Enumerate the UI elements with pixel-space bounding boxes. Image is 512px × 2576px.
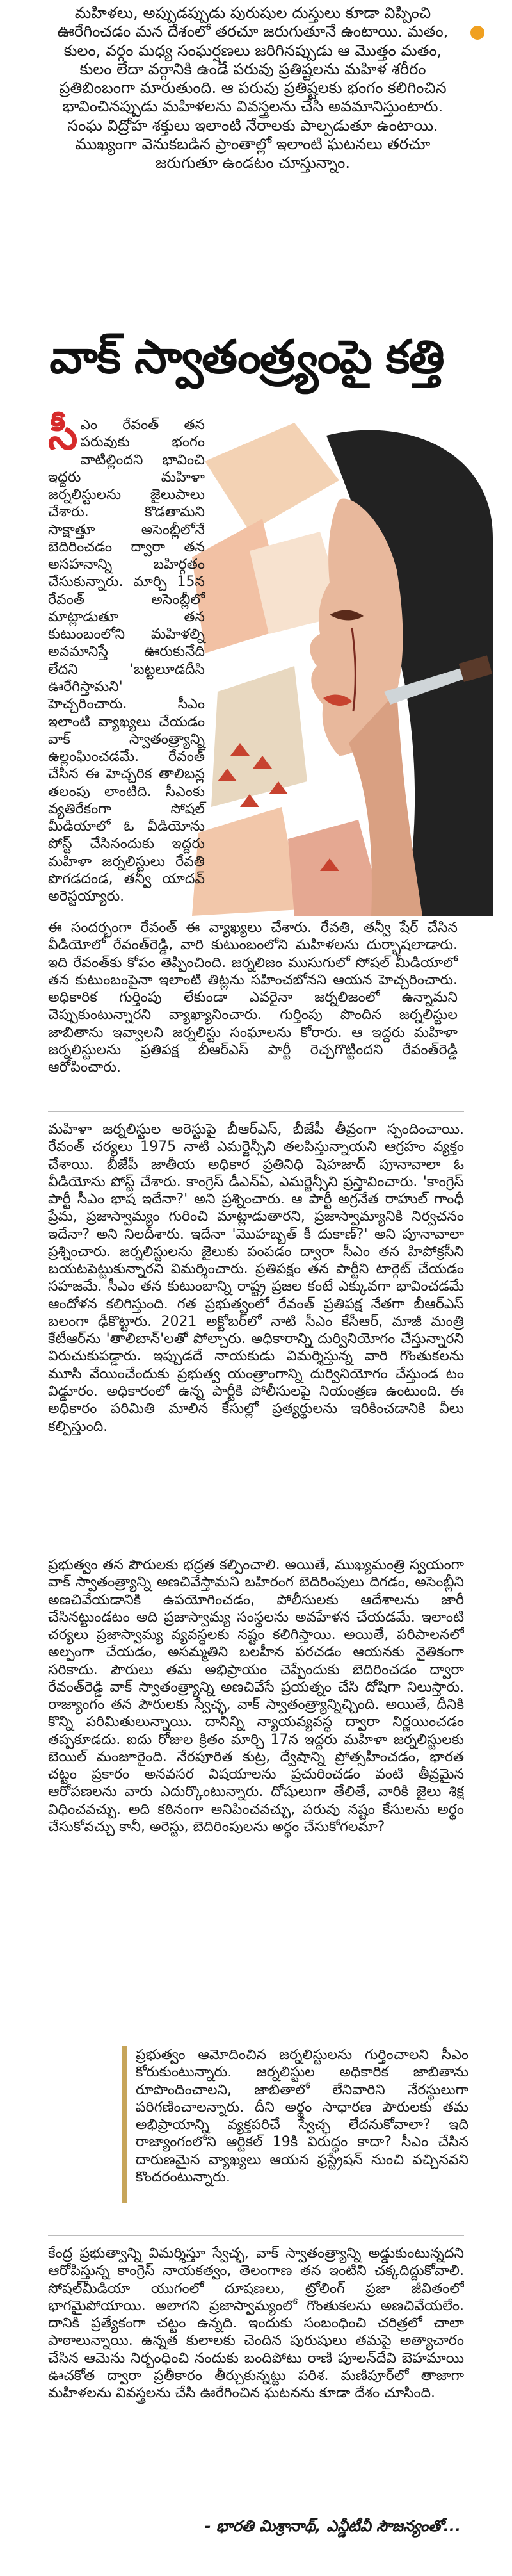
article-paragraph-1 xyxy=(48,410,205,905)
section-divider xyxy=(48,1111,464,1112)
article-paragraph-1-continued: ఈ సందర్భంగా రేవంత్ ఈ వ్యాఖ్యలు చేశారు. రేవతి, తన్వీ షేర్ చేసిన వీడియోలో రేవంత్‌రెడ్డి, వారి కుటుంబంలోని మహిళలను దుర్భాషలాడారు. ఇది రేవంత్‌కు కోపం తెప్పించింది. జర్నలిజం ముసుగులో సోషల్ మీడియాలో తన కుటుంబంపైనా ఇలాంటి తిట్లను సహించబోనని ఆయన హెచ్చరించారు. అధికారిక గుర్తింపు లేకుండా ఎవరైనా జర్నలిజంలో ఉన్నామని చెప్పుకుంటున్నారని వ్యాఖ్యానించారు. గుర్తింపు పొందిన జర్నలిస్టుల జాబితాను ఇవ్వాలని జర్నలిస్టు సంఘాలను కోరారు. ఆ ఇద్దరు మహిళా జర్నలిస్టులను ప్రతిపక్ష బీఆర్ఎస్ పార్టీ రెచ్చగొట్టిందని రేవంత్‌రెడ్డి ఆరోపించారు. xyxy=(48,920,458,1076)
dropcap-letter: సీ xyxy=(48,410,78,459)
paragraph-1-text: ఎం రేవంత్ తన పరువుకు భంగం వాటిల్లిందని భావించి ఇద్దరు మహిళా జర్నలిస్టులను జైలుపాలు చేశారు. కొడతామని సాక్షాత్తూ అసెంబ్లీలోనే బెదిరించడం ద్వారా తన అసహనాన్ని బహిర్గతం చేసుకున్నారు. మార్చి 15న రేవంత్ అసెంబ్లీలో మాట్లాడుతూ తన కుటుంబంలోని మహిళల్ని అవమానిస్తే ఊరుకునేది లేదని 'బట్టలూడదీసి ఊరేగిస్తామని' హెచ్చరించారు. సీఎం ఇలాంటి వ్యాఖ్యలు చేయడం వాక్ స్వాతంత్ర్యాన్ని ఉల్లంఘించడమే. రేవంత్ చేసిన ఈ హెచ్చరిక తాలిబన్ల తలంపు లాంటిది. సీఎంకు వ్యతిరేకంగా సోషల్ మీడియాలో ఓ వీడియోను పోస్ట్ చేసినందుకు ఇద్దరు మహిళా జర్నలిస్టులు రేవతి పొగడదండ, తన్వీ యాదవ్ అరెస్టయ్యారు. xyxy=(48,417,205,905)
section-divider xyxy=(48,2235,464,2236)
headline: వాక్ స్వాతంత్ర్యంపై కత్తి xyxy=(49,330,444,384)
article-paragraph-2: మహిళా జర్నలిస్టుల అరెస్టుపై బీఆర్ఎస్, బీజేపీ తీవ్రంగా స్పందించాయి. రేవంత్ చర్యలు 1975 నాటి ఎమర్జెన్సీని తలపిస్తున్నాయని ఆగ్రహం వ్యక్తం చేశాయి. బీజేపీ జాతీయ అధికార ప్రతినిధి షెహజాద్ పూనావాలా ఓ వీడియోను పోస్ట్ చేశారు. కాంగ్రెస్ డీఎన్ఏ, ఎమర్జెన్సీని ప్రస్తావించారు. 'కాంగ్రెస్ పార్టీ సీఎం భాష ఇదేనా?' అని ప్రశ్నించారు. ఆ పార్టీ అగ్రనేత రాహుల్ గాంధీ ప్రేమ, ప్రజాస్వామ్యం గురించి మాట్లాడుతారని, ప్రజాస్వామ్యానికి నిర్వచనం ఇదేనా? అని నిలదీశారు. ఇదేనా 'మొహబ్బత్ కీ దుకాణ్?' అని పూనావాలా ప్రశ్నించారు. జర్నలిస్టులను జైలుకు పంపడం ద్వారా సీఎం తన హిపోక్రసీని బయటపెట్టుకున్నారని విమర్శించారు. ప్రతిపక్షం తన పార్టీని టార్గెట్ చేయడం సహజమే. సీఎం తన కుటుంబాన్ని రాష్ట్ర ప్రజల కంటే ఎక్కువగా భావించడమే ఆందోళన కలిగిస్తుంది. గత ప్రభుత్వంలో రేవంత్ ప్రతిపక్ష నేతగా బీఆర్ఎస్ బలంగా ఢీకొట్టారు. 2021 అక్టోబర్‌లో నాటి సీఎం కేసీఆర్, మాజీ మంత్రి కేటీఆర్‌ను 'తాలిబాన్'లతో పోల్చారు. అధికారాన్ని దుర్వినియోగం చేస్తున్నారని విరుచుకుపడ్డారు. ఇప్పుడదే నాయకుడు విమర్శిస్తున్న వారి గొంతుకలను మూసి వేయించేందుకు ప్రభుత్వ యంత్రాంగాన్ని దుర్వినియోగం చేస్తుండ టం విడ్డూరం. అధికారంలో ఉన్న పార్టీకి పోలీసులపై నియంత్రణ ఉంటుంది. ఈ అధికారం పరిమితి మాలిన కేసుల్లో ప్రత్యర్థులను ఇరికించడానికి వీలు కల్పిస్తుంది. xyxy=(48,1121,464,1435)
illustration-woman-profile xyxy=(192,423,493,916)
intro-paragraph: మహిళలు, అప్పుడప్పుడు పురుషుల దుస్తులు కూడా విప్పించి ఊరేగించడం మన దేశంలో తరచూ జరుగుతూనే ఉంటాయి. మతం, కులం, వర్గం మధ్య సంఘర్షణలు జరిగినప్పుడు ఆ మొత్తం మతం, కులం లేదా వర్గానికి ఉండే పరువు ప్రతిష్టలను మహిళ శరీరం ప్రతిబింబంగా మారుతుంది. ఆ పరువు ప్రతిష్టలకు భంగం కలిగించిన భావించినప్పుడు మహిళలను వివస్త్రలను చేసి అవమానిస్తుంటారు. సంఘ విద్రోహ శక్తులు ఇలాంటి నేరాలకు పాల్పడుతూ ఉంటాయి. ముఖ్యంగా వెనుకబడిన ప్రాంతాల్లో ఇలాంటి ఘటనలు తరచూ జరుగుతూ ఉండటం చూస్తున్నాం. xyxy=(57,4,449,172)
article-paragraph-4: కేంద్ర ప్రభుత్వాన్ని విమర్శిస్తూ స్వేచ్ఛ, వాక్ స్వాతంత్ర్యాన్ని అడ్డుకుంటున్నదని ఆరోపిస్తున్న కాంగ్రెస్ నాయకత్వం, తెలంగాణ తన ఇంటిని చక్కదిద్దుకోవాలి. సోషల్‌మీడియా యుగంలో దూషణలు, ట్రోలింగ్ ప్రజా జీవితంలో భాగమైపోయాయి. అలాగని ప్రజాస్వామ్యంలో గొంతుకలను అణచివేయలేం. దానికి ప్రత్యేకంగా చట్టం ఉన్నది. ఇందుకు సంబంధించి చరిత్రలో చాలా పాఠాలున్నాయి. ఉన్నత కులాలకు చెందిన పురుషులు తమపై అత్యాచారం చేసిన ఆమెను నిర్బంధించి నందుకు బందిపోటు రాణి పూలన్‌దేవి బెహమాయి ఊచకోత ద్వారా ప్రతీకారం తీర్చుకున్నట్టు పరిశ. మణిపూర్‌లో తాజాగా మహిళలను వివస్త్రలను చేసి ఊరేగించిన ఘటనను కూడా దేశం చూసింది. xyxy=(48,2246,464,2402)
pull-quote: ప్రభుత్వం ఆమోదించిన జర్నలిస్టులను గుర్తించాలని సీఎం కోరుకుంటున్నారు. జర్నలిస్టుల అధికారిక జాబితాను రూపొందించాలని, జాబితాలో లేనివారిని నేరస్థులుగా పరిగణించాలన్నారు. దీని అర్థం సాధారణ పౌరులకు తమ అభిప్రాయాన్ని వ్యక్తపరిచే స్వేచ్ఛ లేదనుకోవాలా? ఇది రాజ్యాంగంలోని ఆర్టికల్ 19కి విరుద్ధం కాదా? సీఎం చేసిన దారుణమైన వ్యాఖ్యలు ఆయన ఫ్రస్ట్రేషన్ నుంచి వచ్చినవని కొందరంటున్నారు. xyxy=(122,2046,468,2203)
author-signature: - భారతి మిశ్రానాథ్, ఎన్డీటీవీ సౌజన్యంతో... xyxy=(204,2517,461,2535)
orange-bullet-dot xyxy=(470,26,484,40)
article-paragraph-3: ప్రభుత్వం తన పౌరులకు భద్రత కల్పించాలి. అయితే, ముఖ్యమంత్రి స్వయంగా వాక్ స్వాతంత్ర్యాన్ని అణచివేస్తామని బహిరంగ బెదిరింపులు దిగడం, అసెంబ్లీని అణచివేయడానికి ఉపయోగించడం, పోలీసులకు ఆదేశాలను జారీ చేసినట్టుండటం అది ప్రజాస్వామ్య సంస్థలను అవహేళన చేయడమే. ఇలాంటి చర్యలు ప్రజాస్వామ్య వ్యవస్థలకు నష్టం కలిగిస్తాయి. అయితే, పరిపాలనలో అల్పంగా చేయడం, అసమ్మతిని బలహీన పరచడం ఆయనకు నైతికంగా సరికాదు. పౌరులు తమ అభిప్రాయం చెప్పేందుకు బెదిరించడం ద్వారా రేవంత్‌రెడ్డి వాక్ స్వాతంత్ర్యాన్ని అణచివేసే ప్రయత్నం చేసి దోషిగా నిలుస్తారు. రాజ్యాంగం తన పౌరులకు స్వేచ్ఛ, వాక్ స్వాతంత్ర్యాన్నిచ్చింది. అయితే, దీనికి కొన్ని పరిమితులున్నాయి. దానిన్ని న్యాయవ్యవస్థ ద్వారా నిర్ణయించడం తప్పకూడదు. ఐదు రోజుల క్రితం మార్చి 17న ఇద్దరు మహిళా జర్నలిస్టులకు బెయిల్ మంజూరైంది. నేరపూరిత కుట్ర, ద్వేషాన్ని ప్రోత్సహించడం, భారత చట్టం ప్రకారం అనవసర విషయాలను ప్రచురించడం వంటి తీవ్రమైన ఆరోపణలను వారు ఎదుర్కొంటున్నారు. దోషులుగా తేలితే, వారికి జైలు శిక్ష విధించవచ్చు. అది కఠినంగా అనిపించవచ్చు, పరువు నష్టం కేసులను అర్థం చేసుకోవచ్చు కానీ, అరెస్టు, బెదిరింపులను అర్థం చేసుకోగలమా? xyxy=(48,1557,464,1835)
